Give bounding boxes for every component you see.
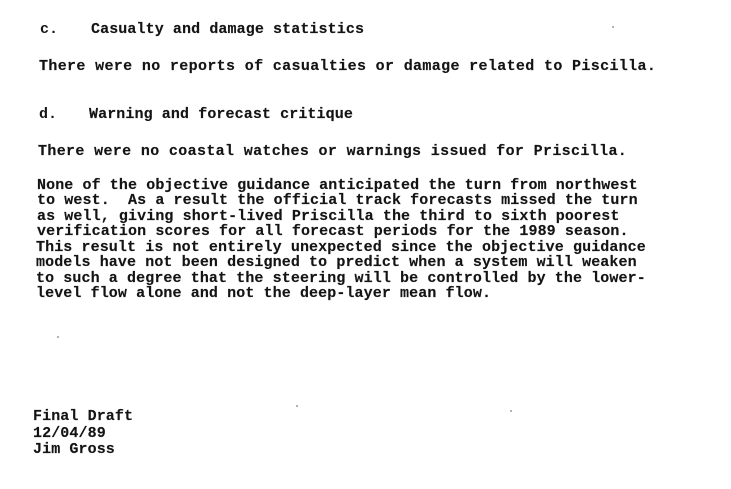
section-c-title: Casualty and damage statistics (91, 21, 365, 38)
section-c-body: There were no reports of casualties or damage related to Piscilla. (39, 58, 657, 75)
paragraph-line: verification scores for all forecast periods for the 1989 season. (37, 223, 629, 240)
section-d-letter: d. (39, 106, 58, 123)
scan-speck (296, 405, 298, 407)
scan-speck (510, 410, 512, 412)
section-d-body: There were no coastal watches or warnings issued for Priscilla. (38, 143, 628, 160)
scan-speck (57, 336, 59, 338)
paragraph-line: level flow alone and not the deep-layer mean flow. (36, 285, 492, 302)
paragraph-line: to such a degree that the steering will be controlled by the lower- (36, 270, 646, 287)
footer-author: Jim Gross (33, 441, 115, 458)
paragraph-line: to west. As a result the official track forecasts missed the turn (37, 192, 638, 209)
section-c-letter: c. (40, 21, 59, 38)
paragraph-line: models have not been designed to predict when a system will weaken (36, 254, 637, 271)
paragraph-line: None of the objective guidance anticipated the turn from northwest (37, 177, 638, 194)
footer-date: 12/04/89 (33, 425, 106, 442)
scan-speck (612, 26, 614, 28)
section-d-title: Warning and forecast critique (89, 106, 353, 123)
footer-status: Final Draft (33, 408, 134, 425)
paragraph-line: This result is not entirely unexpected since the objective guidance (36, 239, 646, 256)
paragraph-line: as well, giving short-lived Priscilla the third to sixth poorest (37, 208, 620, 225)
